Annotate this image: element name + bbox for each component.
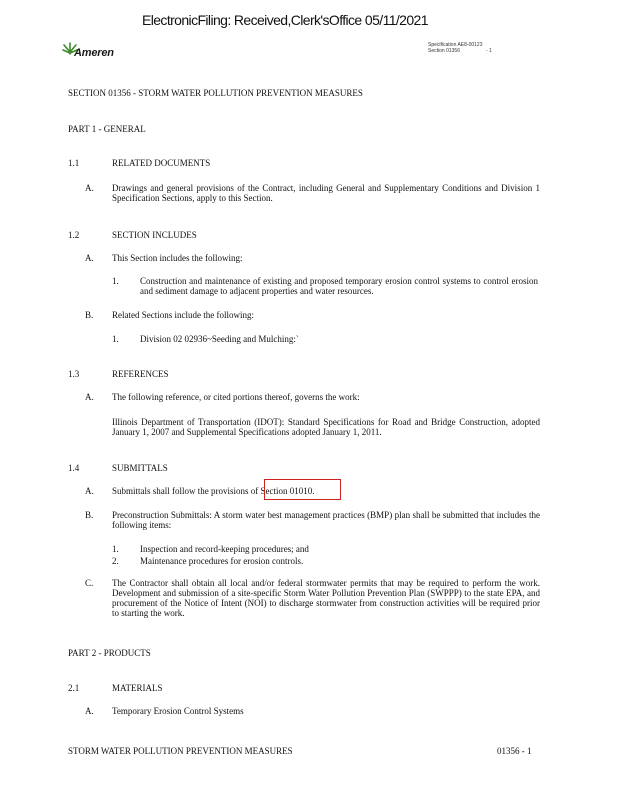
s14-c-text: The Contractor shall obtain all local and/or federal stormwater permits that may be required to perform the work. Development and submission of a site-specific Storm Water Pollution Prevention Plan (SWPPP) to the state EPA, and procurement of the Notice of Intent (NOI) to discharge stormwater from construction activities will be required prior to starting the work. (112, 578, 540, 618)
logo-wordmark: Ameren (74, 47, 114, 59)
s11-a-text: Drawings and general provisions of the Contract, including General and Supplementary Conditions and Division 1 Specification Sections, apply to this Section. (112, 183, 540, 203)
s14-b1-text: Inspection and record-keeping procedures; and (140, 544, 309, 554)
s12-b-text: Related Sections include the following: (112, 310, 254, 320)
s11-number: 1.1 (68, 158, 80, 168)
s21-heading: MATERIALS (112, 683, 163, 693)
s14-a-text: Submittals shall follow the provisions of Section 01010. (112, 486, 315, 496)
s11-a-letter: A. (85, 183, 94, 193)
spec-ref-line1: Specification AE8-00123 (428, 42, 483, 48)
s12-b1-text: Division 02 02936~Seeding and Mulching:` (140, 334, 299, 344)
s13-a-text: The following reference, or cited portions thereof, governs the work: (112, 392, 360, 402)
s12-a-letter: A. (85, 253, 94, 263)
s14-c-letter: C. (85, 578, 94, 588)
section-title: SECTION 01356 - STORM WATER POLLUTION PREVENTION MEASURES (68, 88, 363, 98)
s13-heading: REFERENCES (112, 369, 169, 379)
s12-a1-number: 1. (112, 276, 119, 286)
s12-number: 1.2 (68, 230, 80, 240)
part1-heading: PART 1 - GENERAL (68, 124, 146, 134)
spec-reference (428, 42, 492, 54)
s14-b-text: Preconstruction Submittals: A storm water best management practices (BMP) plan shall be submitted that includes the following items: (112, 510, 540, 530)
s12-heading: SECTION INCLUDES (112, 230, 197, 240)
s13-a-letter: A. (85, 392, 94, 402)
s12-a-text: This Section includes the following: (112, 253, 243, 263)
s21-a-letter: A. (85, 706, 94, 716)
s12-a1-text: Construction and maintenance of existing and proposed temporary erosion control systems to control erosion and sediment damage to adjacent properties and water resources. (140, 276, 538, 296)
section-reference-highlight (264, 479, 341, 500)
s14-number: 1.4 (68, 463, 80, 473)
s13-a-paragraph: Illinois Department of Transportation (IDOT): Standard Specifications for Road and Bridge Construction, adopted January 1, 2007 and Supplemental Specifications adopted January 1, 2011. (112, 417, 540, 437)
s14-heading: SUBMITTALS (112, 463, 168, 473)
filing-stamp: ElectronicFiling: Received,Clerk'sOffice 05/11/2021 (142, 12, 428, 28)
s14-b-letter: B. (85, 510, 94, 520)
s14-b2-text: Maintenance procedures for erosion controls. (140, 556, 304, 566)
s21-number: 2.1 (68, 683, 80, 693)
footer-title: STORM WATER POLLUTION PREVENTION MEASURES (68, 746, 293, 756)
s13-number: 1.3 (68, 369, 80, 379)
footer-page-number: 01356 - 1 (497, 746, 532, 756)
s14-a-letter: A. (85, 486, 94, 496)
s14-b1-number: 1. (112, 544, 119, 554)
spec-ref-line2: Section 01356 - 1 (428, 48, 492, 54)
part2-heading: PART 2 - PRODUCTS (68, 648, 151, 658)
ameren-logo (62, 40, 132, 62)
s21-a-text: Temporary Erosion Control Systems (112, 706, 244, 716)
s12-b1-number: 1. (112, 334, 119, 344)
s11-heading: RELATED DOCUMENTS (112, 158, 211, 168)
s14-b2-number: 2. (112, 556, 119, 566)
s12-b-letter: B. (85, 310, 94, 320)
